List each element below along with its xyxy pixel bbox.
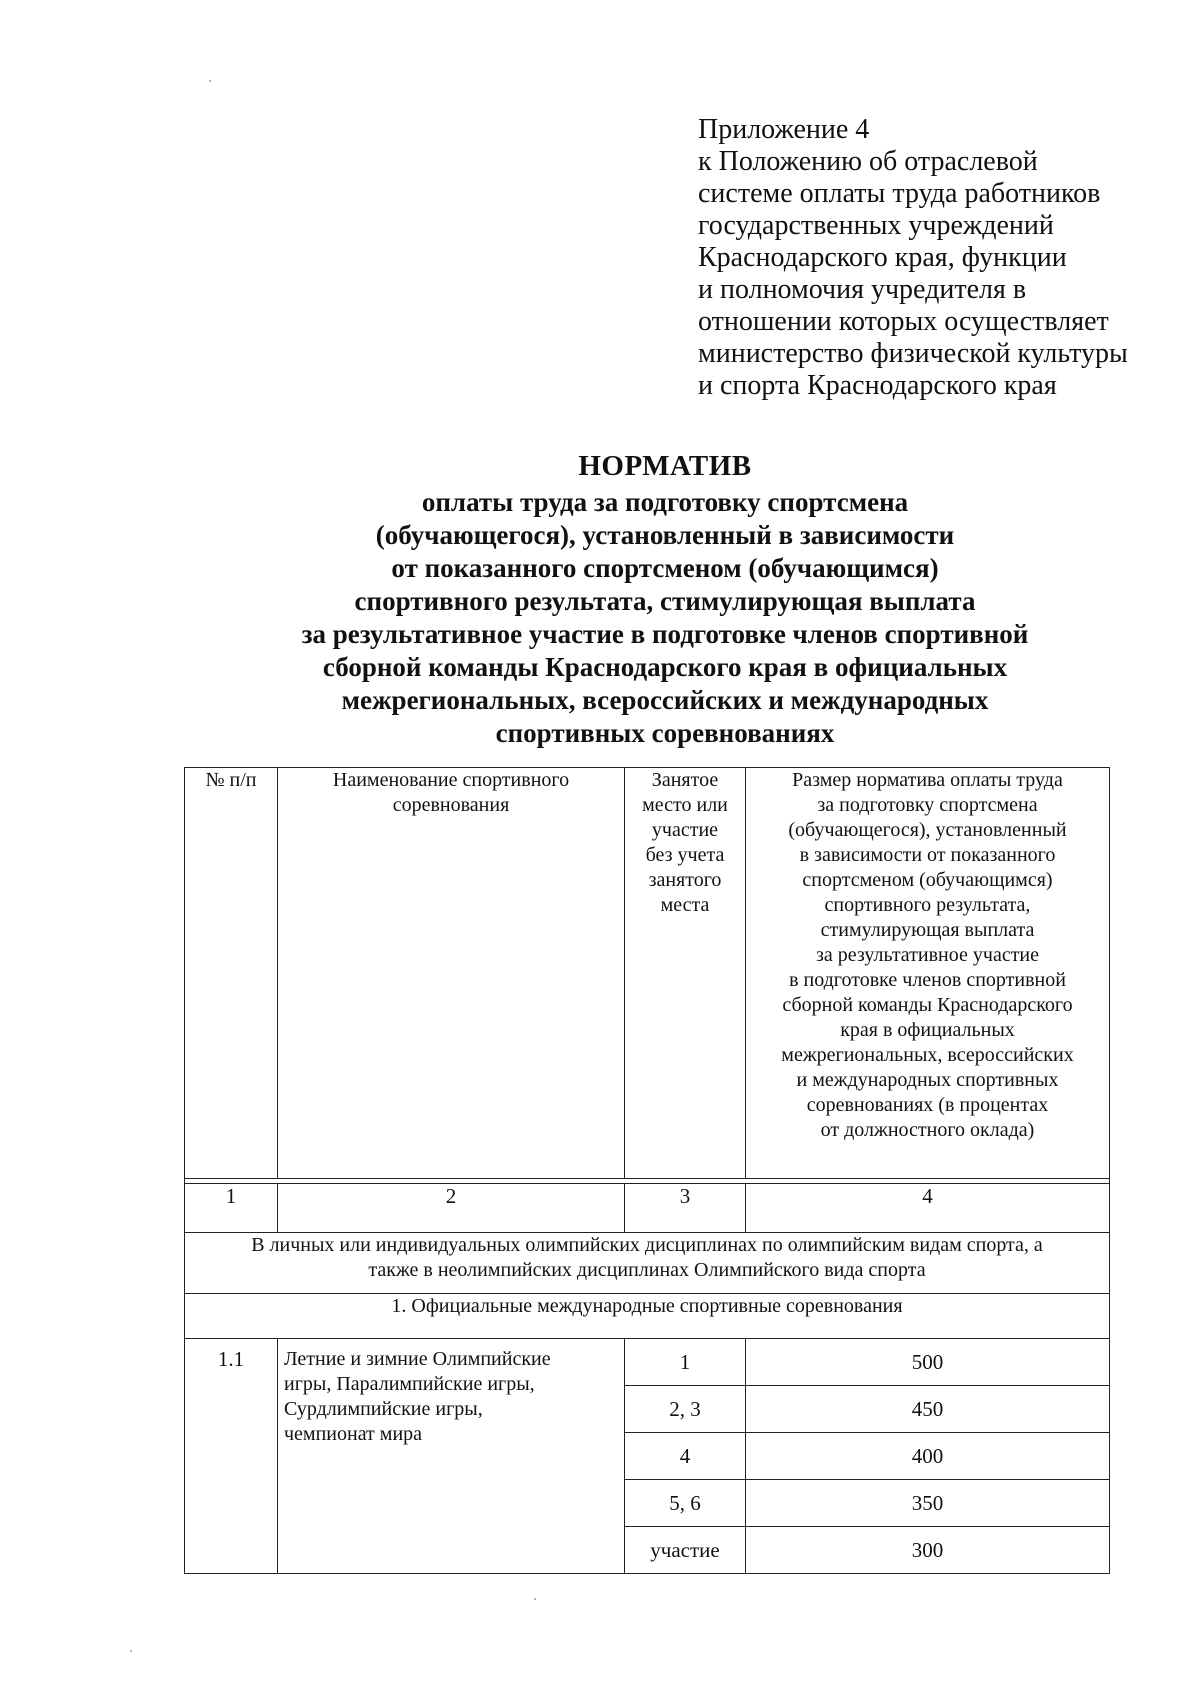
header-text: № п/п	[205, 769, 257, 791]
header-text: межрегиональных, всероссийских	[781, 1044, 1074, 1066]
appendix-note	[698, 114, 1168, 402]
header-place	[625, 768, 746, 1179]
percent-cell: 450	[746, 1386, 1110, 1433]
scan-speck	[534, 1598, 536, 1600]
header-text: в подготовке членов спортивной	[789, 969, 1066, 991]
competition-name-line: Летние и зимние Олимпийские	[284, 1348, 551, 1370]
header-text: спортсменом (обучающимся)	[802, 869, 1053, 891]
appendix-line: к Положению об отраслевой	[698, 146, 1038, 177]
header-text: и международных спортивных	[796, 1069, 1059, 1091]
appendix-line: государственных учреждений	[698, 210, 1054, 241]
section-heading	[185, 1233, 1110, 1294]
subsection-heading: 1. Официальные международные спортивные соревнования	[185, 1294, 1110, 1339]
title-line: сборной команды Краснодарского края в официальных	[322, 652, 1008, 682]
place-cell: 2, 3	[625, 1386, 746, 1433]
header-number	[185, 768, 278, 1179]
column-number: 1	[185, 1184, 278, 1233]
header-text: (обучающегося), установленный	[788, 819, 1067, 841]
percent-cell: 300	[746, 1527, 1110, 1574]
title-line: спортивных соревнованиях	[495, 718, 835, 748]
title-line: спортивного результата, стимулирующая выплата	[354, 586, 976, 616]
header-text: Наименование спортивного	[332, 769, 570, 791]
section-heading-row	[185, 1233, 1110, 1294]
header-text: за подготовку спортсмена	[817, 794, 1038, 816]
title-line: от показанного спортсменом (обучающимся)	[391, 553, 939, 583]
table-header-row	[185, 768, 1110, 1179]
appendix-line: министерство физической культуры	[698, 338, 1128, 369]
header-text: Размер норматива оплаты труда	[792, 769, 1063, 791]
norm-table	[184, 767, 1110, 1574]
header-text: место или	[642, 794, 728, 816]
header-text: стимулирующая выплата	[820, 919, 1035, 941]
appendix-line: Краснодарского края, функции	[698, 242, 1067, 273]
header-text: без учета	[645, 844, 725, 866]
appendix-line: и полномочия учредителя в	[698, 274, 1027, 305]
competition-name-line: Сурдлимпийские игры,	[284, 1398, 483, 1420]
column-number: 3	[625, 1184, 746, 1233]
document-title	[150, 448, 1180, 750]
section-text: В личных или индивидуальных олимпийских дисциплинах по олимпийским видам спорта, а	[251, 1234, 1043, 1256]
title-line: оплаты труда за подготовку спортсмена	[421, 487, 909, 517]
header-competition-name	[278, 768, 625, 1179]
subsection-heading-row	[185, 1294, 1110, 1339]
header-text: места	[660, 894, 710, 916]
header-text: занятого	[648, 869, 722, 891]
header-text: сборной команды Краснодарского	[782, 994, 1073, 1016]
appendix-line: отношении которых осуществляет	[698, 306, 1109, 337]
header-text: за результативное участие	[815, 944, 1040, 966]
header-text: соревнованиях (в процентах	[806, 1094, 1049, 1116]
column-numbers-row	[185, 1184, 1110, 1233]
scan-speck	[209, 80, 211, 82]
place-cell: 5, 6	[625, 1480, 746, 1527]
competition-name-line: чемпионат мира	[284, 1423, 423, 1445]
title-line: (обучающегося), установленный в зависимости	[375, 520, 955, 550]
title-heading: НОРМАТИВ	[578, 450, 752, 482]
competition-name-line: игры, Паралимпийские игры,	[284, 1373, 535, 1395]
appendix-line: и спорта Краснодарского края	[698, 370, 1057, 401]
competition-name	[278, 1339, 625, 1574]
title-line: за результативное участие в подготовке членов спортивной	[301, 619, 1029, 649]
column-number: 4	[746, 1184, 1110, 1233]
percent-cell: 400	[746, 1433, 1110, 1480]
header-norm-size	[746, 768, 1110, 1179]
title-line: межрегиональных, всероссийских и международных	[341, 685, 989, 715]
place-cell: 4	[625, 1433, 746, 1480]
table-row	[185, 1339, 1110, 1386]
appendix-line: Приложение 4	[698, 114, 870, 145]
header-text: спортивного результата,	[824, 894, 1031, 916]
header-text: Занятое	[651, 769, 719, 791]
header-text: соревнования	[392, 794, 510, 816]
appendix-line: системе оплаты труда работников	[698, 178, 1101, 209]
header-text: в зависимости от показанного	[799, 844, 1056, 866]
header-text: края в официальных	[840, 1019, 1015, 1041]
percent-cell: 350	[746, 1480, 1110, 1527]
place-cell: 1	[625, 1339, 746, 1386]
percent-cell: 500	[746, 1339, 1110, 1386]
row-number: 1.1	[185, 1339, 278, 1574]
header-text: участие	[651, 819, 719, 841]
column-number: 2	[278, 1184, 625, 1233]
scan-speck	[130, 1650, 132, 1652]
section-text: также в неолимпийских дисциплинах Олимпийского вида спорта	[368, 1259, 926, 1281]
header-text: от должностного оклада)	[820, 1119, 1035, 1141]
place-cell: участие	[625, 1527, 746, 1574]
